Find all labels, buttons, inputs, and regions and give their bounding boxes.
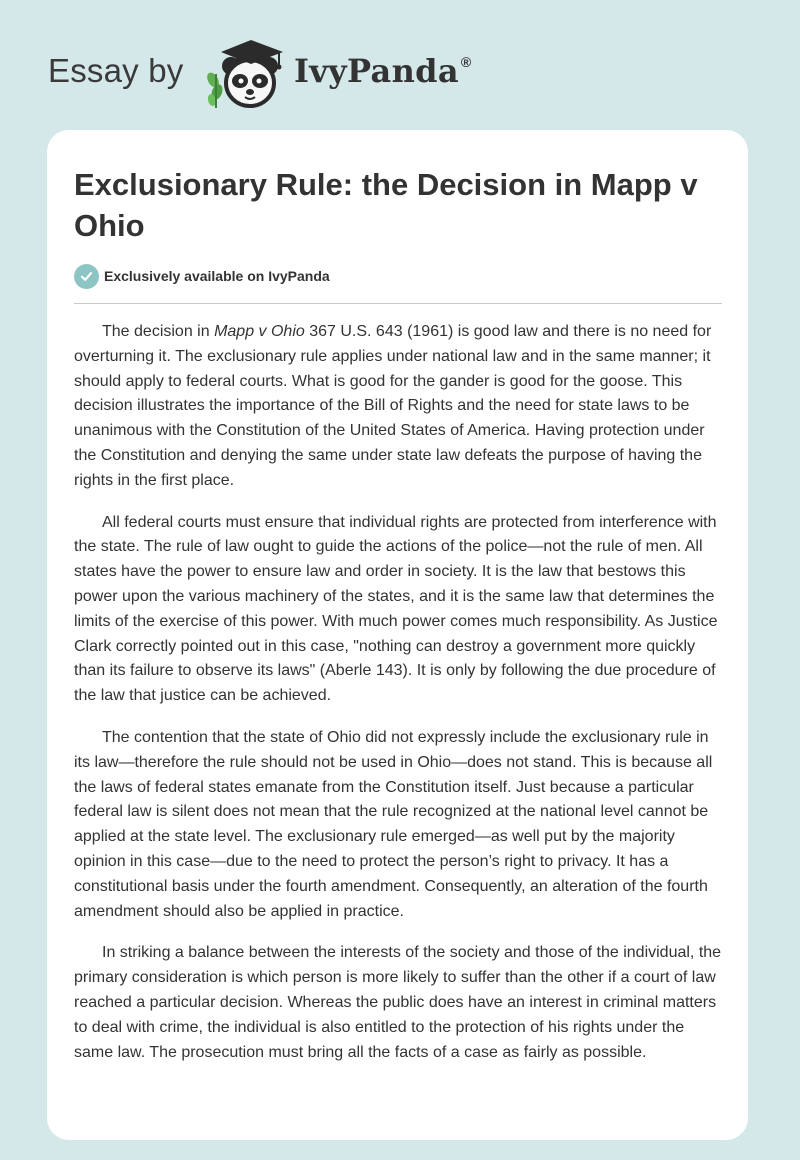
leaf-icon	[205, 71, 225, 108]
case-name: Mapp v Ohio	[214, 323, 305, 340]
brand-name	[294, 52, 472, 90]
paragraph-text: 367 U.S. 643 (1961) is good law and there is no need for overturning it. The exclusionary rule applies under national law and in the same manner; it should apply to federal courts. What is good for the gander is good for the goose. This decision illustrates the importance of the Bill of Rights and the need for state laws to be unanimous with the Constitution of the United States of America. Having protection under the Constitution and denying the same under state law defeats the purpose of having the rights in the first place.	[74, 323, 712, 489]
paragraph: All federal courts must ensure that individual rights are protected from interference with the state. The rule of law ought to guide the actions of the police—not the rule of men. All states have the power to ensure law and order in society. It is the law that bestows this power upon the various machinery of the states, and it is the same law that determines the limits of the exercise of this power. With much power comes much responsibility. As Justice Clark correctly pointed out in this case, "nothing can destroy a government more quickly than its failure to observe its laws" (Aberle 143). It is only by following the due procedure of the law that justice can be achieved.	[74, 513, 718, 705]
exclusive-badge	[74, 263, 330, 289]
essay-body	[74, 320, 726, 1082]
page-title: Exclusionary Rule: the Decision in Mapp v Ohio	[74, 167, 698, 243]
paragraph: The contention that the state of Ohio did not expressly include the exclusionary rule in its law—therefore the rule should not be used in Ohio—does not stand. This is because all the laws of federal states emanate from the Constitution itself. Just because a particular federal law is silent does not mean that the rule recognized at the national level cannot be applied at the state level. The exclusionary rule emerged—as well put by the majority opinion in this case—due to the need to protect the person’s right to privacy. It has a constitutional basis under the fourth amendment. Consequently, an alteration of the fourth amendment should also be applied in practice.	[74, 728, 713, 920]
checkmark-icon	[74, 264, 99, 289]
panda-graduate-icon	[203, 36, 293, 110]
brand-name-text: IvyPanda	[294, 52, 459, 90]
paragraph-text: The decision in	[102, 323, 215, 340]
paragraph: In striking a balance between the interests of the society and those of the individual, the primary consideration is which person is more likely to suffer than the other if a court of law reached a particular decision. Whereas the public does have an interest in criminal matters to deal with crime, the individual is also entitled to the protection of his rights under the same law. The prosecution must bring all the facts of a case as fairly as possible.	[74, 944, 722, 1061]
registered-mark: ®	[460, 54, 472, 70]
essay-card	[47, 130, 748, 1140]
brand-prefix: Essay by	[48, 52, 184, 89]
badge-label: Exclusively available on IvyPanda	[104, 268, 330, 284]
brand-header[interactable]	[48, 30, 508, 110]
paragraph	[74, 320, 726, 494]
divider	[74, 303, 722, 304]
